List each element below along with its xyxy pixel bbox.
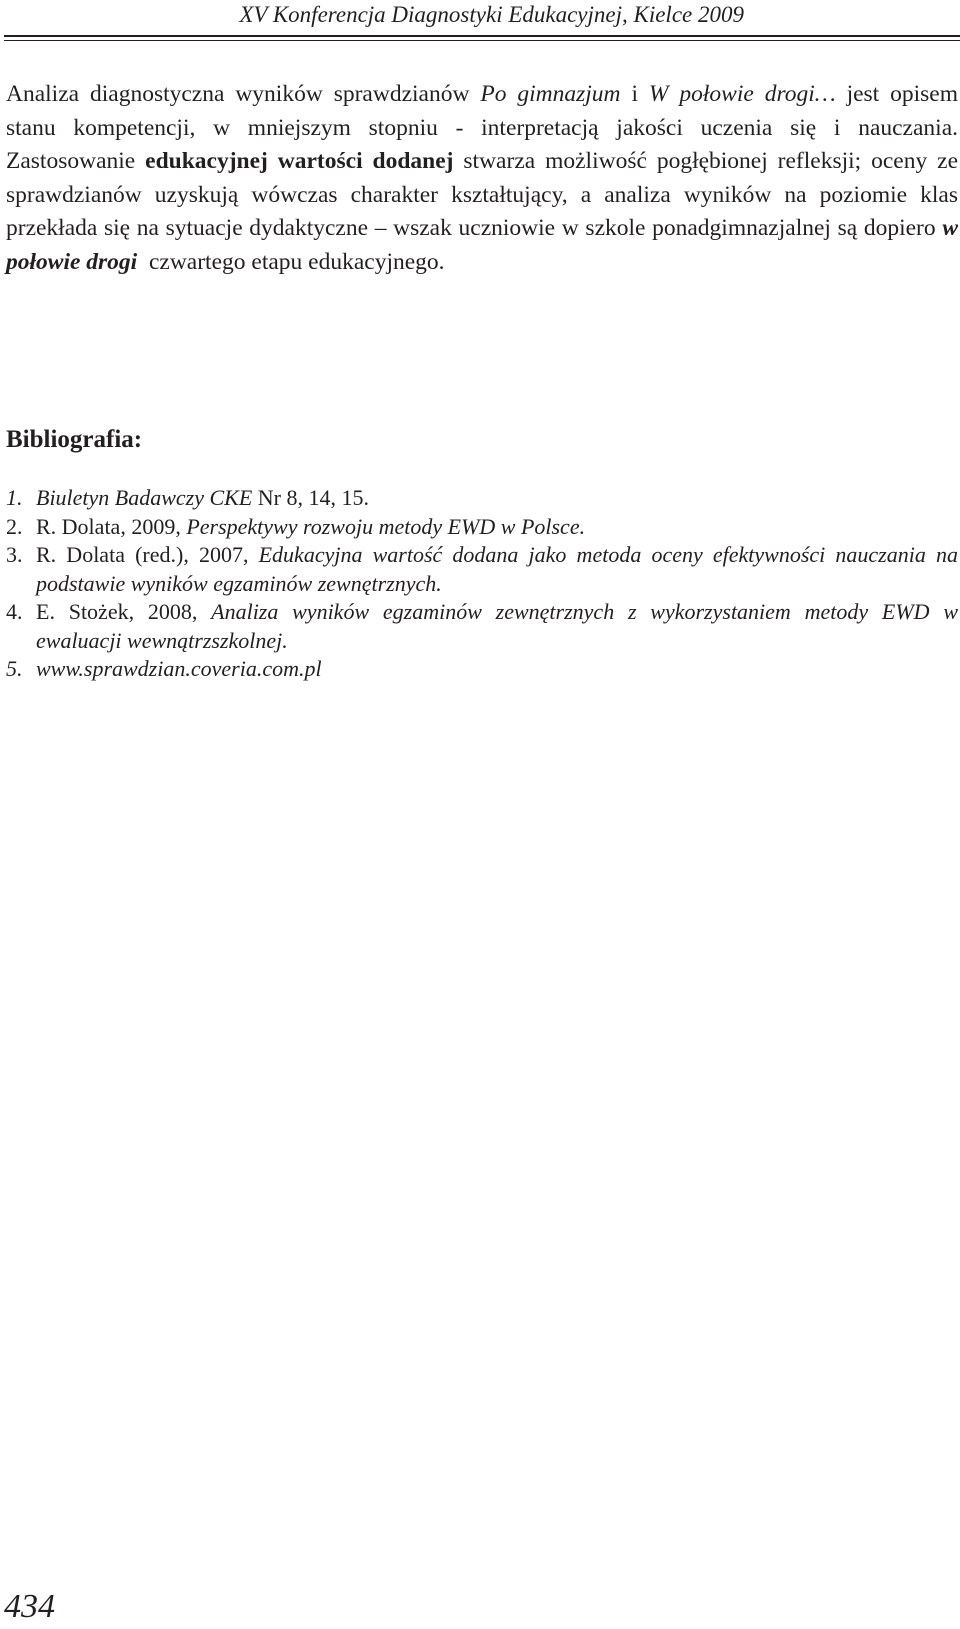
- bibliography-item-author: R. Dolata, 2009,: [36, 513, 187, 539]
- paragraph-bold-italic-term: w połowie drogi: [6, 215, 958, 275]
- bibliography-item-number: 5.: [6, 656, 23, 681]
- header-rule-thick: [4, 35, 960, 37]
- paragraph-italic-title: Po gimnazjum: [480, 81, 621, 107]
- paragraph-text: i: [620, 81, 649, 107]
- bibliography-item-author: E. Stożek, 2008,: [36, 599, 212, 624]
- paragraph-text: Analiza diagnostyczna wyników sprawdzianów: [6, 81, 481, 107]
- bibliography-item: [6, 598, 958, 655]
- bibliography-item-number: 2.: [6, 513, 23, 539]
- body-paragraph: [6, 78, 958, 280]
- bibliography-item-number: 3.: [6, 542, 23, 567]
- bibliography-item-url[interactable]: www.sprawdzian.coveria.com.pl: [36, 656, 322, 681]
- bibliography-item: [6, 655, 958, 684]
- bibliography-heading: Bibliografia:: [6, 426, 143, 453]
- bibliography-item: [6, 541, 958, 598]
- paragraph-italic-title: W połowie drogi…: [648, 81, 836, 107]
- bibliography-item-number: 1.: [6, 485, 23, 510]
- bibliography-item-title: Edukacyjna wartość dodana jako metoda oceny efektywności nauczania na podstawie wyników egzaminów zewnętrznych.: [36, 542, 958, 596]
- paragraph-text: stwarza możliwość pogłębionej refleksji; oceny ze sprawdzianów uzyskują wówczas charakter kształtujący, a analiza wyników na poziomie klas przekłada się na sytuacje dydaktyczne – wszak uczniowie w szkole ponadgimnazjalnej są dopiero: [6, 148, 958, 242]
- page-number: 434: [4, 1588, 55, 1625]
- bibliography-item-number: 4.: [6, 599, 23, 624]
- bibliography-item-title: Biuletyn Badawczy CKE: [36, 485, 253, 510]
- bibliography-list: [6, 484, 958, 684]
- paragraph-text: czwartego etapu edukacyjnego.: [137, 248, 445, 275]
- header-title: XV Konferencja Diagnostyki Edukacyjnej, Kielce 2009: [239, 2, 744, 27]
- paragraph-bold-term: edukacyjnej wartości dodanej: [145, 148, 454, 175]
- header-rule-thin: [4, 40, 960, 41]
- bibliography-item: [6, 513, 958, 542]
- bibliography-item-details: Nr 8, 14, 15.: [252, 485, 370, 510]
- paragraph-text: jest opisem stanu kompetencji, w mniejszym stopniu - interpretacją jakości uczenia się i nauczania. Zastosowanie: [6, 81, 959, 175]
- running-header: [0, 0, 960, 40]
- bibliography-item-author: R. Dolata (red.), 2007,: [36, 542, 259, 567]
- bibliography-item-title: Analiza wyników egzaminów zewnętrznych z wykorzystaniem metody EWD w ewaluacji wewnątrzszkolnej.: [36, 599, 958, 653]
- bibliography-item: [6, 484, 958, 513]
- bibliography-item-title: Perspektywy rozwoju metody EWD w Polsce.: [186, 513, 586, 539]
